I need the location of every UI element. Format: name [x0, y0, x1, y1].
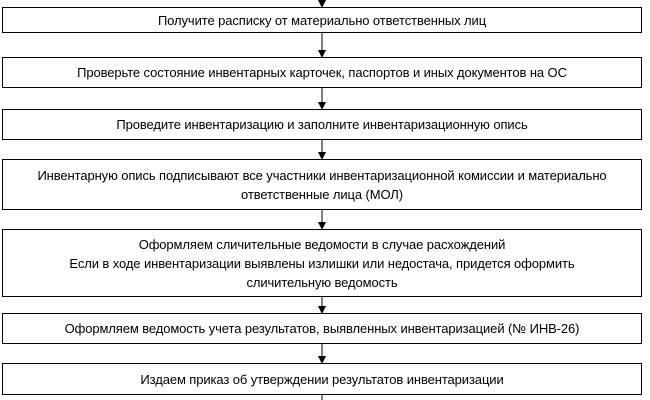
step-6-box [2, 313, 642, 344]
step-5-text-line-2: сличительную ведомость [246, 274, 398, 290]
step-2-text: Проверьте состояние инвентарных карточек, паспортов и иных документов на ОС [77, 65, 567, 80]
step-4-text-line-1: Инвентарную опись подписывают все участники инвентаризационной комиссии и материально [37, 167, 607, 183]
step-2-box [2, 57, 642, 88]
step-3-text: Проведите инвентаризацию и заполните инвентаризационную опись [116, 117, 528, 132]
step-5-text-line-1: Если в ходе инвентаризации выявлены излишки или недостача, придется оформить [69, 255, 575, 271]
step-5-title: Оформляем сличительные ведомости в случае расхождений [138, 236, 506, 252]
step-3-box [2, 109, 642, 140]
step-1-text: Получите расписку от материально ответственных лиц [157, 12, 487, 28]
step-5-box [2, 229, 642, 297]
step-7-box [2, 363, 642, 395]
step-7-text: Издаем приказ об утверждении результатов инвентаризации [140, 371, 504, 387]
step-4-box [2, 159, 642, 210]
step-4-text-line-2: ответственные лица (МОЛ) [241, 186, 403, 202]
step-1-box [2, 7, 642, 33]
step-6-text: Оформляем ведомость учета результатов, выявленных инвентаризацией (№ ИНВ-26) [64, 321, 580, 336]
